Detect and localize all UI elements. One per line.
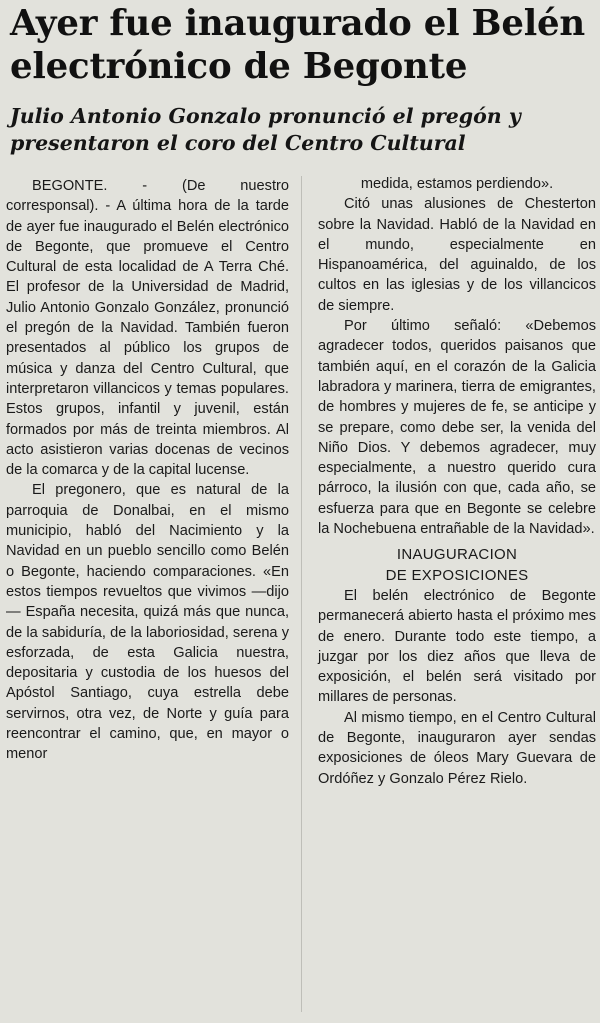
right-column bbox=[318, 174, 596, 789]
paragraph-chesterton: Citó unas alusiones de Chesterton sobre la Navidad. Habló de la Navidad en el mundo, especialmente en Hispanoamérica, del aguinaldo, de los cultos en las iglesias y de los villancicos de siempre. bbox=[318, 196, 596, 314]
section-title bbox=[318, 545, 596, 586]
section-title-line1: INAUGURACION bbox=[396, 546, 518, 564]
paragraph-continuation: medida, estamos perdiendo». bbox=[360, 176, 554, 192]
headline: Ayer fue inaugurado el Belén electrónico de Begonte bbox=[10, 3, 586, 87]
paragraph-intro: BEGONTE. - (De nuestro corresponsal). - A última hora de la tarde de ayer fue inaugurado el Belén electrónico de Begonte, que promueve el Centro Cultural de esta localidad de A Terra Ché. El profesor de la Universidad de Madrid, Julio Antonio Gonzalo González, pronunció el pregón de la Navidad. También fueron presentados al público los grupos de música y danza del Centro Cultural, que interpretaron villancicos y temas populares. Estos grupos, infantil y juvenil, están formados por más de treinta miembros. Al acto asistieron varias docenas de vecinos de la comarca y de la capital lucense. bbox=[6, 178, 289, 479]
paragraph-exhibitions: Al mismo tiempo, en el Centro Cultural de Begonte, inauguraron ayer sendas exposiciones de óleos Mary Guevara de Ordóñez y Gonzalo Pérez Rielo. bbox=[318, 709, 596, 787]
paragraph-closing-quote: Por último señaló: «Debemos agradecer todos, queridos paisanos que también aquí, en el corazón de la Galicia labradora y marinera, tierra de emigrantes, de hombres y mujeres de fe, se anticipe y se prepare, como debe ser, la venida del Niño Dios. Y debemos agradecer, muy especialmente, a nuestro querido cura párroco, la ilusión con que, cada año, se esfuerza para que en Begonte se celebre la Nochebuena entrañable de la Navidad». bbox=[318, 318, 596, 538]
column-divider bbox=[301, 176, 302, 1012]
paragraph-exhibition-dates: El belén electrónico de Begonte permanecerá abierto hasta el próximo mes de enero. Durante todo este tiempo, a juzgar por los diez años que lleva de exposición, el belén será visitado por millares de personas. bbox=[318, 587, 596, 706]
left-column bbox=[6, 176, 289, 765]
section-title-line2: DE EXPOSICIONES bbox=[385, 566, 529, 584]
paragraph-pregonero: El pregonero, que es natural de la parroquia de Donalbai, en el mismo municipio, habló del Nacimiento y la Navidad en un pueblo sencillo como Belén o Begonte, haciendo comparaciones. «En estos tiempos revueltos que vivimos —dijo— España necesita, quizá más que nunca, de la sabiduría, de la laboriosidad, serena y esforzada, de esta Galicia nuestra, depositaria y custodia de los huesos del Apóstol Santiago, cuya estrella debe servirnos, otra vez, de Norte y guía para reencontrar el camino, que, en mayor o menor bbox=[6, 482, 289, 763]
subheadline: Julio Antonio Gonzalo pronunció el pregón y presentaron el coro del Centro Cultural bbox=[10, 104, 521, 155]
